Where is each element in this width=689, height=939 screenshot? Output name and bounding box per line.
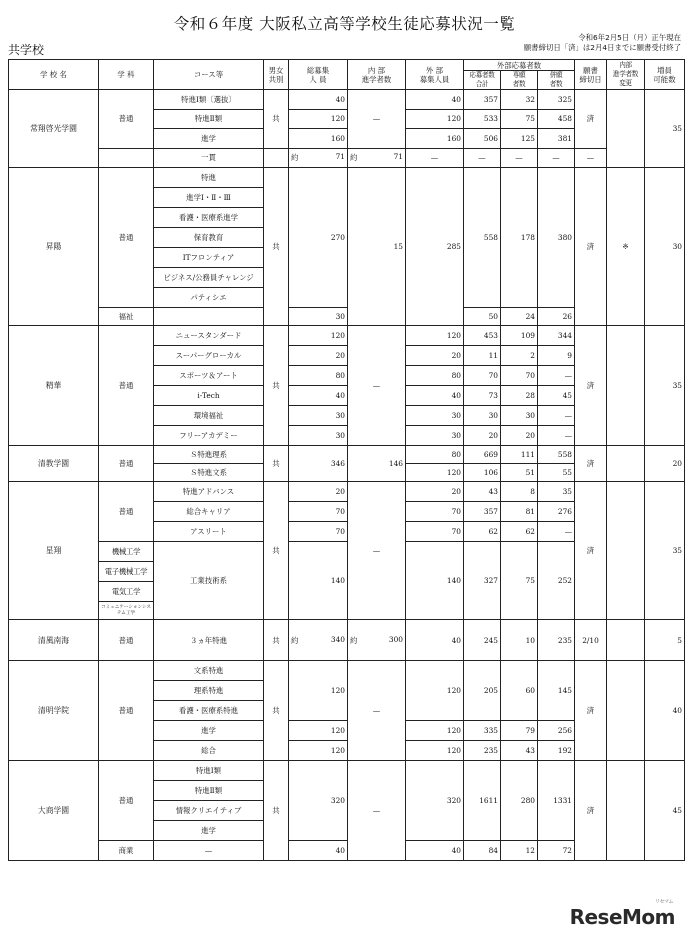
table-row <box>9 761 685 781</box>
internal-cell: 約 300 <box>348 620 406 661</box>
table-row <box>9 446 685 464</box>
deadline-cell: — <box>575 148 607 168</box>
course-cell: 看護・医療系進学 <box>154 208 264 228</box>
internal-cell: 146 <box>348 446 406 482</box>
exclusive-cell: 111 <box>501 446 538 464</box>
gender-cell: 共 <box>264 620 289 661</box>
combined-cell: 325 <box>538 90 575 110</box>
external-cell: 40 <box>406 386 464 406</box>
header-increase: 増員 可能数 <box>645 60 685 90</box>
dept-cell: 普通 <box>99 326 154 446</box>
school-name: 清教学園 <box>9 446 99 482</box>
gender-cell: 共 <box>264 446 289 482</box>
dept-cell: 普通 <box>99 90 154 149</box>
exclusive-cell: 8 <box>501 482 538 502</box>
course-cell: — <box>154 841 264 861</box>
applicants-cell: 62 <box>464 522 501 542</box>
combined-cell: 558 <box>538 446 575 464</box>
applicants-cell: — <box>464 148 501 168</box>
applicants-cell: 335 <box>464 721 501 741</box>
school-name: 精華 <box>9 326 99 446</box>
total-cell: 120 <box>289 326 348 346</box>
header-applicants-group: 外部応募者数 <box>464 60 575 71</box>
dept-cell: 福祉 <box>99 308 154 326</box>
status-note <box>524 33 681 52</box>
applicants-cell: 205 <box>464 661 501 721</box>
internal-cell: — <box>348 661 406 761</box>
section-label: 共学校 <box>8 43 45 57</box>
exclusive-cell: 62 <box>501 522 538 542</box>
deadline-cell: 2/10 <box>575 620 607 661</box>
school-name: 清明学院 <box>9 661 99 761</box>
increase-cell: 35 <box>645 482 685 620</box>
total-cell: 約 340 <box>289 620 348 661</box>
status-deadline-note: 願書締切日「済」は2月4日までに願書受付終了 <box>523 42 681 52</box>
exclusive-cell: 280 <box>501 761 538 841</box>
combined-cell: — <box>538 522 575 542</box>
internal-cell: — <box>348 482 406 620</box>
combined-cell: 55 <box>538 464 575 482</box>
total-cell: 140 <box>289 542 348 620</box>
external-cell: 20 <box>406 482 464 502</box>
course-cell: スポーツ＆アート <box>154 366 264 386</box>
course-cell: ニュースタンダード <box>154 326 264 346</box>
table-row <box>9 90 685 110</box>
course-cell: 特進Ⅰ類〔選抜〕 <box>154 90 264 110</box>
course-cell: フリーアカデミー <box>154 426 264 446</box>
exclusive-cell: 30 <box>501 406 538 426</box>
exclusive-cell: 2 <box>501 346 538 366</box>
exclusive-cell: 81 <box>501 502 538 522</box>
combined-cell: 1331 <box>538 761 575 841</box>
applicants-cell: 106 <box>464 464 501 482</box>
header-gender: 男女 共別 <box>264 60 289 90</box>
course-cell: 理系特進 <box>154 681 264 701</box>
gender-cell: 共 <box>264 326 289 446</box>
gender-cell: 共 <box>264 482 289 620</box>
table-row <box>9 168 685 188</box>
deadline-cell: 済 <box>575 661 607 761</box>
logo-kana: リセマム <box>655 899 673 905</box>
exclusive-cell: 10 <box>501 620 538 661</box>
school-name: 昇陽 <box>9 168 99 326</box>
increase-cell: 35 <box>645 326 685 446</box>
external-cell: 30 <box>406 426 464 446</box>
gender-cell: 共 <box>264 90 289 149</box>
applicants-cell: 558 <box>464 168 501 308</box>
dept-cell: コミュニケーションシステム工学 <box>99 602 154 620</box>
header-combined: 併願 者数 <box>538 71 575 90</box>
course-cell: 一貫 <box>154 148 264 168</box>
external-cell: — <box>406 148 464 168</box>
external-cell: 80 <box>406 366 464 386</box>
course-cell: 特進Ⅱ類 <box>154 109 264 129</box>
course-cell: 進学 <box>154 721 264 741</box>
exclusive-cell: 70 <box>501 366 538 386</box>
header-school: 学 校 名 <box>9 60 99 90</box>
dept-cell <box>99 148 154 168</box>
dept-cell: 普通 <box>99 661 154 761</box>
total-cell: 70 <box>289 522 348 542</box>
total-cell: 160 <box>289 129 348 149</box>
total-cell: 80 <box>289 366 348 386</box>
course-cell: 特進Ⅰ類 <box>154 761 264 781</box>
school-name: 清風南海 <box>9 620 99 661</box>
combined-cell: — <box>538 148 575 168</box>
total-cell: 20 <box>289 346 348 366</box>
combined-cell: 26 <box>538 308 575 326</box>
external-cell: 120 <box>406 464 464 482</box>
total-cell: 120 <box>289 109 348 129</box>
applicants-cell: 73 <box>464 386 501 406</box>
combined-cell: 192 <box>538 741 575 761</box>
course-cell: 保育教育 <box>154 228 264 248</box>
exclusive-cell: 75 <box>501 109 538 129</box>
internal-cell: — <box>348 90 406 149</box>
course-cell: ITフロンティア <box>154 248 264 268</box>
applicants-cell: 1611 <box>464 761 501 841</box>
header-exclusive: 専願 者数 <box>501 71 538 90</box>
dept-cell: 普通 <box>99 446 154 482</box>
course-cell: ３ヵ年特進 <box>154 620 264 661</box>
dept-cell: 普通 <box>99 761 154 841</box>
applicants-cell: 245 <box>464 620 501 661</box>
course-cell <box>154 308 264 326</box>
course-cell: 総合キャリア <box>154 502 264 522</box>
dept-cell: 商業 <box>99 841 154 861</box>
combined-cell: 256 <box>538 721 575 741</box>
school-name: 星翔 <box>9 482 99 620</box>
course-cell: Ｓ特進文系 <box>154 464 264 482</box>
external-cell: 70 <box>406 502 464 522</box>
header-row <box>9 60 685 71</box>
exclusive-cell: — <box>501 148 538 168</box>
course-cell: 特進Ⅱ類 <box>154 781 264 801</box>
combined-cell: 276 <box>538 502 575 522</box>
course-cell: 特進アドバンス <box>154 482 264 502</box>
internal-change-cell <box>607 620 645 661</box>
header-deadline: 願書 締切日 <box>575 60 607 90</box>
external-cell: 20 <box>406 346 464 366</box>
combined-cell: — <box>538 366 575 386</box>
combined-cell: 9 <box>538 346 575 366</box>
exclusive-cell: 79 <box>501 721 538 741</box>
exclusive-cell: 60 <box>501 661 538 721</box>
applicants-cell: 20 <box>464 426 501 446</box>
total-cell: 約 71 <box>289 148 348 168</box>
total-cell: 270 <box>289 168 348 308</box>
exclusive-cell: 20 <box>501 426 538 446</box>
external-cell: 120 <box>406 661 464 721</box>
increase-cell: 5 <box>645 620 685 661</box>
total-cell: 30 <box>289 406 348 426</box>
course-cell: 特進 <box>154 168 264 188</box>
combined-cell: — <box>538 426 575 446</box>
course-cell: スーパーグローカル <box>154 346 264 366</box>
course-cell: 総合 <box>154 741 264 761</box>
combined-cell: 145 <box>538 661 575 721</box>
increase-cell: 20 <box>645 446 685 482</box>
external-cell: 30 <box>406 406 464 426</box>
exclusive-cell: 32 <box>501 90 538 110</box>
course-cell: i-Tech <box>154 386 264 406</box>
external-cell: 160 <box>406 129 464 149</box>
course-cell: 進学Ⅰ・Ⅱ・Ⅲ <box>154 188 264 208</box>
combined-cell: 458 <box>538 109 575 129</box>
exclusive-cell: 12 <box>501 841 538 861</box>
increase-cell: 30 <box>645 168 685 326</box>
exclusive-cell: 28 <box>501 386 538 406</box>
internal-change-cell <box>607 482 645 620</box>
combined-cell: 235 <box>538 620 575 661</box>
dept-cell: 普通 <box>99 168 154 308</box>
external-cell: 120 <box>406 721 464 741</box>
total-cell: 40 <box>289 841 348 861</box>
applicants-cell: 669 <box>464 446 501 464</box>
resemom-logo <box>569 899 675 929</box>
total-cell: 40 <box>289 90 348 110</box>
external-cell: 120 <box>406 741 464 761</box>
external-cell: 120 <box>406 326 464 346</box>
internal-change-cell: ※ <box>607 168 645 326</box>
dept-cell: 普通 <box>99 620 154 661</box>
external-cell: 320 <box>406 761 464 841</box>
applications-table <box>8 59 685 861</box>
course-cell: 看護・医療系特進 <box>154 701 264 721</box>
gender-cell <box>264 148 289 168</box>
total-cell: 120 <box>289 741 348 761</box>
combined-cell: — <box>538 406 575 426</box>
applicants-cell: 30 <box>464 406 501 426</box>
header-dept: 学 科 <box>99 60 154 90</box>
external-cell: 120 <box>406 109 464 129</box>
course-cell: パティシエ <box>154 288 264 308</box>
combined-cell: 252 <box>538 542 575 620</box>
internal-change-cell <box>607 446 645 482</box>
exclusive-cell: 109 <box>501 326 538 346</box>
course-cell: 情報クリエイティブ <box>154 801 264 821</box>
course-cell: アスリート <box>154 522 264 542</box>
external-cell: 80 <box>406 446 464 464</box>
total-cell: 346 <box>289 446 348 482</box>
header-total: 総募集 人 員 <box>289 60 348 90</box>
increase-cell: 45 <box>645 761 685 861</box>
external-cell: 40 <box>406 620 464 661</box>
internal-change-cell <box>607 90 645 168</box>
deadline-cell: 済 <box>575 90 607 149</box>
header-external: 外 部 募集人員 <box>406 60 464 90</box>
course-cell: 工業技術系 <box>154 542 264 620</box>
applicants-cell: 50 <box>464 308 501 326</box>
increase-cell: 40 <box>645 661 685 761</box>
header-course: コース等 <box>154 60 264 90</box>
table-row <box>9 620 685 661</box>
combined-cell: 380 <box>538 168 575 308</box>
exclusive-cell: 75 <box>501 542 538 620</box>
combined-cell: 35 <box>538 482 575 502</box>
combined-cell: 72 <box>538 841 575 861</box>
applicants-cell: 235 <box>464 741 501 761</box>
gender-cell: 共 <box>264 661 289 761</box>
applicants-cell: 43 <box>464 482 501 502</box>
dept-cell: 普通 <box>99 482 154 542</box>
applicants-cell: 357 <box>464 502 501 522</box>
dept-cell: 電子機械工学 <box>99 562 154 582</box>
deadline-cell: 済 <box>575 761 607 861</box>
applicants-cell: 327 <box>464 542 501 620</box>
deadline-cell: 済 <box>575 168 607 326</box>
page-title: 令和６年度 大阪私立高等学校生徒応募状況一覧 <box>173 15 516 33</box>
exclusive-cell: 178 <box>501 168 538 308</box>
external-cell: 140 <box>406 542 464 620</box>
internal-cell: 約 71 <box>348 148 406 168</box>
total-cell: 320 <box>289 761 348 841</box>
course-cell: ビジネス/公務員チャレンジ <box>154 268 264 288</box>
combined-cell: 45 <box>538 386 575 406</box>
applicants-cell: 453 <box>464 326 501 346</box>
total-cell: 120 <box>289 661 348 721</box>
course-cell: 文系特進 <box>154 661 264 681</box>
dept-cell: 電気工学 <box>99 582 154 602</box>
total-cell: 40 <box>289 386 348 406</box>
applicants-cell: 506 <box>464 129 501 149</box>
course-cell: 進学 <box>154 129 264 149</box>
dept-cell: 機械工学 <box>99 542 154 562</box>
logo-text: ReseMom <box>569 905 675 929</box>
internal-cell: — <box>348 326 406 446</box>
deadline-cell: 済 <box>575 446 607 482</box>
external-cell: 40 <box>406 90 464 110</box>
internal-change-cell <box>607 761 645 861</box>
exclusive-cell: 125 <box>501 129 538 149</box>
exclusive-cell: 43 <box>501 741 538 761</box>
table-row <box>9 326 685 346</box>
combined-cell: 381 <box>538 129 575 149</box>
status-date: 令和6年2月5日（月）正午現在 <box>578 33 681 42</box>
deadline-cell: 済 <box>575 326 607 446</box>
table-row <box>9 482 685 502</box>
gender-cell: 共 <box>264 168 289 326</box>
applicants-cell: 533 <box>464 109 501 129</box>
deadline-cell: 済 <box>575 482 607 620</box>
header-internal: 内 部 進学者数 <box>348 60 406 90</box>
internal-change-cell <box>607 326 645 446</box>
total-cell: 120 <box>289 721 348 741</box>
internal-cell: — <box>348 761 406 861</box>
applicants-cell: 11 <box>464 346 501 366</box>
course-cell: 環境福祉 <box>154 406 264 426</box>
exclusive-cell: 24 <box>501 308 538 326</box>
course-cell: 進学 <box>154 821 264 841</box>
course-cell: Ｓ特進理系 <box>154 446 264 464</box>
external-cell: 40 <box>406 841 464 861</box>
increase-cell: 35 <box>645 90 685 168</box>
internal-change-cell <box>607 661 645 761</box>
header-internal-change: 内部 進学者数 変更 <box>607 60 645 90</box>
total-cell: 30 <box>289 426 348 446</box>
total-cell: 20 <box>289 482 348 502</box>
total-cell: 70 <box>289 502 348 522</box>
internal-cell: 15 <box>348 168 406 326</box>
header-applicants-total: 応募者数 合計 <box>464 71 501 90</box>
exclusive-cell: 51 <box>501 464 538 482</box>
school-name: 大商学園 <box>9 761 99 861</box>
table-row <box>9 148 685 168</box>
external-cell: 70 <box>406 522 464 542</box>
table-row <box>9 661 685 681</box>
applicants-cell: 70 <box>464 366 501 386</box>
school-name: 常翔啓光学園 <box>9 90 99 168</box>
external-cell: 285 <box>406 168 464 326</box>
applicants-cell: 84 <box>464 841 501 861</box>
total-cell: 30 <box>289 308 348 326</box>
applicants-cell: 357 <box>464 90 501 110</box>
combined-cell: 344 <box>538 326 575 346</box>
gender-cell: 共 <box>264 761 289 861</box>
